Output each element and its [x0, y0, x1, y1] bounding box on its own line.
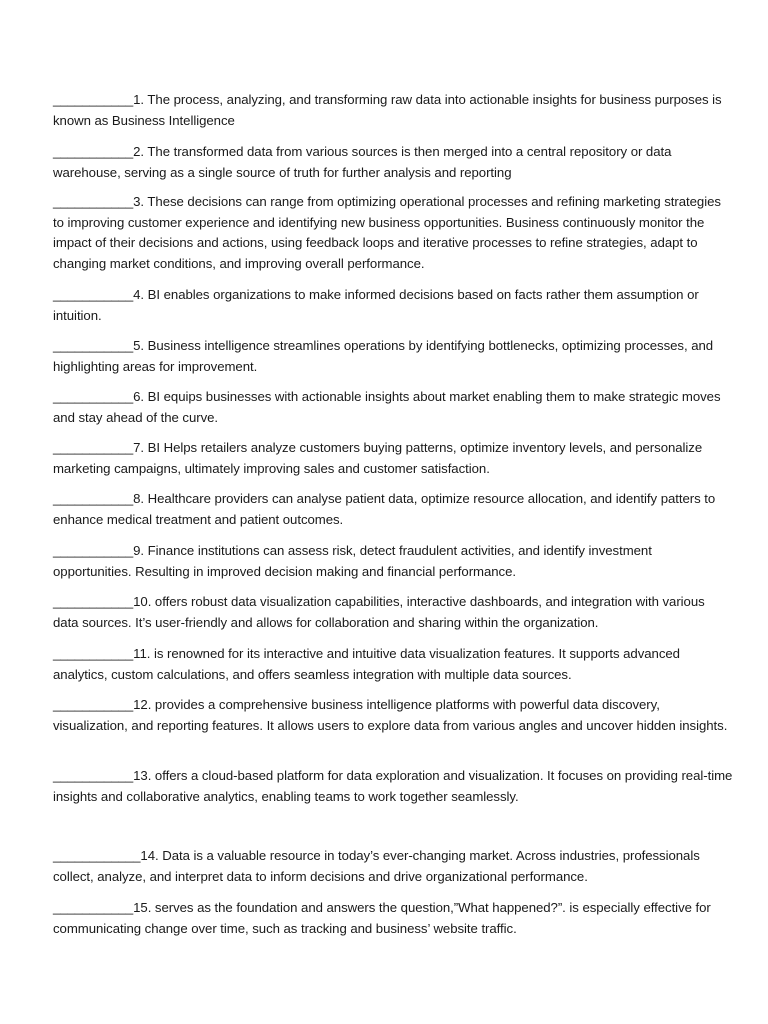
question-text: 14. Data is a valuable resource in today’s ever-changing market. Across industries, professionals collect, analyze, and interpret data to inform decisions and drive organizational performance. — [53, 848, 700, 884]
question-text: 8. Healthcare providers can analyse patient data, optimize resource allocation, and identify patters to enhance medical treatment and patient outcomes. — [53, 491, 716, 527]
question-5 — [53, 336, 733, 377]
question-7 — [53, 438, 733, 479]
question-6 — [53, 387, 733, 428]
answer-blank[interactable]: ___________ — [53, 900, 134, 915]
answer-blank[interactable]: ____________ — [53, 848, 141, 863]
question-text: 15. serves as the foundation and answers the question,”What happened?”. is especially effective for communicating change over time, such as tracking and business’ website traffic. — [53, 900, 711, 936]
question-15 — [53, 898, 733, 939]
question-10 — [53, 592, 733, 633]
question-text: 5. Business intelligence streamlines operations by identifying bottlenecks, optimizing processes, and highlighting areas for improvement. — [53, 338, 714, 374]
question-9 — [53, 541, 733, 582]
answer-blank[interactable]: ___________ — [53, 194, 134, 209]
question-text: 7. BI Helps retailers analyze customers buying patterns, optimize inventory levels, and personalize marketing campaigns, ultimately improving sales and customer satisfaction. — [53, 440, 703, 476]
question-text: 9. Finance institutions can assess risk, detect fraudulent activities, and identify investment opportunities. Resulting in improved decision making and financial performance. — [53, 543, 652, 579]
question-1 — [53, 90, 733, 131]
question-text: 13. offers a cloud-based platform for data exploration and visualization. It focuses on providing real-time insights and collaborative analytics, enabling teams to work together seamlessly. — [53, 768, 733, 804]
question-8 — [53, 489, 733, 530]
answer-blank[interactable]: ___________ — [53, 543, 134, 558]
question-text: 6. BI equips businesses with actionable insights about market enabling them to make strategic moves and stay ahead of the curve. — [53, 389, 721, 425]
question-11 — [53, 644, 733, 685]
question-text: 10. offers robust data visualization capabilities, interactive dashboards, and integration with various data sources. It’s user-friendly and allows for collaboration and sharing within the organization. — [53, 594, 705, 630]
answer-blank[interactable]: ___________ — [53, 389, 134, 404]
question-text: 3. These decisions can range from optimizing operational processes and refining marketing strategies to improving customer experience and identifying new business opportunities. Business continuously monitor the impact of their decisions and actions, using feedback loops and iterative processes to refine strategies, adapt to changing market conditions, and improving overall performance. — [53, 194, 721, 272]
answer-blank[interactable]: ___________ — [53, 440, 134, 455]
question-text: 2. The transformed data from various sources is then merged into a central repository or data warehouse, serving as a single source of truth for further analysis and reporting — [53, 144, 672, 180]
question-4 — [53, 285, 733, 326]
question-text: 11. is renowned for its interactive and intuitive data visualization features. It supports advanced analytics, custom calculations, and offers seamless integration with multiple data sources. — [53, 646, 680, 682]
question-text: 12. provides a comprehensive business intelligence platforms with powerful data discovery, visualization, and reporting features. It allows users to explore data from various angles and uncover hidden insights. — [53, 697, 728, 733]
question-3 — [53, 192, 733, 275]
answer-blank[interactable]: ___________ — [53, 287, 134, 302]
answer-blank[interactable]: ___________ — [53, 92, 134, 107]
answer-blank[interactable]: ___________ — [53, 646, 134, 661]
answer-blank[interactable]: ___________ — [53, 594, 134, 609]
answer-blank[interactable]: ___________ — [53, 768, 134, 783]
answer-blank[interactable]: ___________ — [53, 491, 134, 506]
question-12 — [53, 695, 733, 736]
question-2 — [53, 142, 733, 183]
question-14 — [53, 846, 733, 887]
answer-blank[interactable]: ___________ — [53, 144, 134, 159]
answer-blank[interactable]: ___________ — [53, 338, 134, 353]
question-text: 1. The process, analyzing, and transforming raw data into actionable insights for business purposes is known as Business Intelligence — [53, 92, 722, 128]
question-13 — [53, 766, 733, 807]
answer-blank[interactable]: ___________ — [53, 697, 134, 712]
question-text: 4. BI enables organizations to make informed decisions based on facts rather them assumption or intuition. — [53, 287, 699, 323]
